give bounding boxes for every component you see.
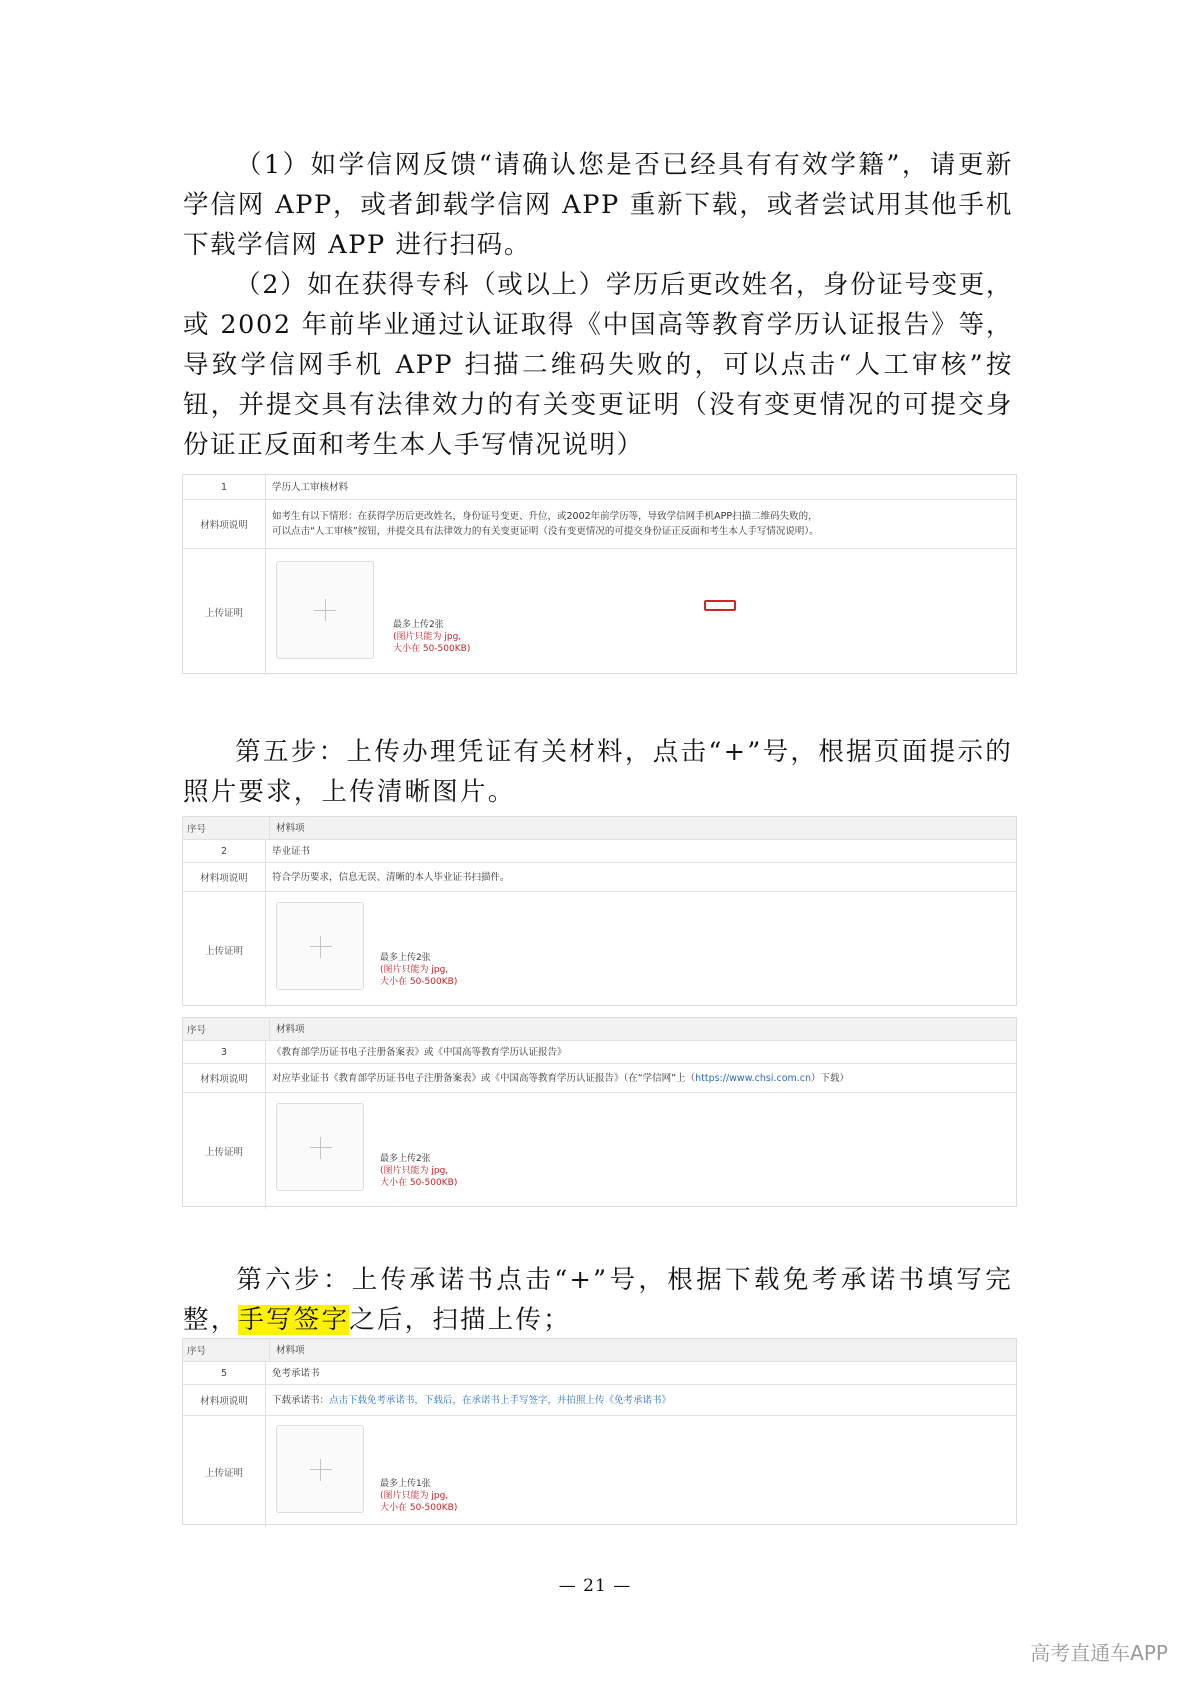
red-annotation-box [704, 600, 736, 611]
chsi-link[interactable]: https://www.chsi.com.cn [695, 1072, 812, 1084]
table-row [183, 500, 1016, 549]
item-name: 免考承诺书 [272, 1367, 320, 1379]
seq-cell: 3 [183, 1041, 266, 1063]
size-hint: 大小在 50-500KB) [393, 644, 471, 654]
paragraph-text: （2）如在获得专科（或以上）学历后更改姓名，身份证号变更，或 2002 年前毕业通过认证取得《中国高等教育学历认证报告》等，导致学信网手机 APP 扫描二维码失败的，可以点击“人工审核”按钮，并提交具有法律效力的有关变更证明（没有变更情况的可提交身份证正反面和考生本人手写情况说明） [183, 270, 1013, 460]
table-header [183, 1339, 1016, 1362]
watermark: 高考直通车APP [1030, 1641, 1168, 1665]
desc-label: 材料项说明 [183, 863, 266, 891]
download-commitment-link[interactable]: 点击下载免考承诺书，下载后，在承诺书上手写签字，并拍照上传《免考承诺书》 [329, 1394, 672, 1406]
seq-cell: 1 [183, 475, 266, 499]
upload-label: 上传证明 [183, 1093, 266, 1209]
upload-label: 上传证明 [183, 1416, 266, 1527]
upload-form-commitment-letter [182, 1338, 1017, 1525]
upload-hints [393, 619, 470, 655]
upload-label: 上传证明 [183, 892, 266, 1008]
desc-label: 材料项说明 [183, 500, 266, 548]
desc-label: 材料项说明 [183, 1064, 266, 1092]
upload-hints [380, 952, 457, 988]
size-hint: 大小在 50-500KB) [380, 1503, 458, 1513]
table-row [183, 549, 1016, 675]
max-count: 最多上传2张 [393, 620, 444, 630]
table-row [183, 1416, 1016, 1527]
upload-button[interactable] [276, 902, 364, 990]
size-hint: 大小在 50-500KB) [380, 1178, 458, 1188]
description-text: ）下载） [811, 1072, 850, 1084]
paragraph-step-five [183, 732, 1013, 812]
paragraph-text: 第五步：上传办理凭证有关材料，点击“+”号，根据页面提示的照片要求，上传清晰图片。 [183, 737, 1013, 807]
plus-icon [320, 936, 321, 958]
table-row [183, 1093, 1016, 1209]
item-header: 材料项 [276, 822, 305, 834]
upload-cell [266, 549, 1016, 675]
format-hint: (图片只能为 jpg, [380, 965, 449, 975]
page-number: — 21 — [558, 1576, 632, 1596]
upload-cell [266, 1093, 1016, 1209]
paragraph-wechat-scan-issue [183, 145, 1013, 265]
highlighted-text: 手写签字 [238, 1305, 350, 1335]
item-description [266, 1385, 1016, 1415]
seq-header: 序号 [183, 1018, 270, 1040]
table-row [183, 1385, 1016, 1416]
paragraph-text: （1）如学信网反馈“请确认您是否已经具有有效学籍”，请更新学信网 APP，或者卸载学信网 APP 重新下载，或者尝试用其他手机下载学信网 APP 进行扫码。 [183, 150, 1013, 260]
max-count: 最多上传2张 [380, 1154, 431, 1164]
paragraph-manual-review [183, 265, 1013, 465]
seq-cell: 2 [183, 840, 266, 862]
paragraph-step-six [183, 1260, 1013, 1340]
upload-hints [380, 1478, 457, 1514]
plus-icon [310, 1469, 332, 1470]
item-description [266, 1064, 1016, 1092]
seq-header: 序号 [183, 1339, 270, 1361]
format-hint: (图片只能为 jpg, [380, 1491, 449, 1501]
paragraph-text: 第六步：上传承诺书点击“+”号，根据下载免考承诺书填写完整， [183, 1265, 1013, 1335]
desc-label: 材料项说明 [183, 1385, 266, 1415]
item-header: 材料项 [276, 1023, 305, 1035]
upload-button[interactable] [276, 1425, 364, 1513]
upload-cell [266, 892, 1016, 1008]
upload-label: 上传证明 [183, 549, 266, 675]
description-line: 可以点击“人工审核”按钮，并提交具有法律效力的有关变更证明（没有变更情况的可提交身份证正反面和考生本人手写情况说明）。 [272, 526, 819, 537]
item-name: 《教育部学历证书电子注册备案表》或《中国高等教育学历认证报告》 [272, 1046, 567, 1058]
upload-button[interactable] [276, 561, 374, 659]
item-name: 学历人工审核材料 [272, 481, 349, 493]
table-header [183, 817, 1016, 840]
description-line: 如考生有以下情形：在获得学历后更改姓名，身份证号变更、升位，或2002年前学历等，导致学信网手机APP扫描二维码失败的， [272, 511, 818, 522]
plus-icon [320, 1459, 321, 1481]
plus-icon [320, 1137, 321, 1159]
plus-icon [310, 1147, 332, 1148]
format-hint: (图片只能为 jpg, [393, 632, 462, 642]
upload-hints [380, 1153, 457, 1189]
item-name: 毕业证书 [272, 845, 311, 857]
upload-button[interactable] [276, 1103, 364, 1191]
upload-form-registration-record [182, 1017, 1017, 1207]
upload-cell [266, 1416, 1016, 1527]
table-header [183, 1018, 1016, 1041]
item-description: 符合学历要求，信息无误、清晰的本人毕业证书扫描件。 [272, 871, 510, 883]
table-row [183, 1041, 1016, 1064]
upload-form-graduation-certificate [182, 816, 1017, 1006]
table-row [183, 863, 1016, 892]
table-row [183, 475, 1016, 500]
size-hint: 大小在 50-500KB) [380, 977, 458, 987]
table-row [183, 1064, 1016, 1093]
table-row [183, 1362, 1016, 1385]
plus-icon [310, 946, 332, 947]
paragraph-text: 之后，扫描上传； [349, 1305, 571, 1335]
table-row [183, 840, 1016, 863]
max-count: 最多上传1张 [380, 1479, 431, 1489]
description-text: 下载承诺书： [272, 1394, 330, 1406]
plus-icon [325, 599, 326, 621]
seq-cell: 5 [183, 1362, 266, 1384]
item-header: 材料项 [276, 1344, 305, 1356]
item-description [266, 500, 1016, 548]
description-text: 对应毕业证书《教育部学历证书电子注册备案表》或《中国高等教育学历认证报告》（在“学信网”上（ [272, 1072, 696, 1084]
max-count: 最多上传2张 [380, 953, 431, 963]
upload-form-manual-review [182, 474, 1017, 674]
table-row [183, 892, 1016, 1008]
format-hint: (图片只能为 jpg, [380, 1166, 449, 1176]
seq-header: 序号 [183, 817, 270, 839]
